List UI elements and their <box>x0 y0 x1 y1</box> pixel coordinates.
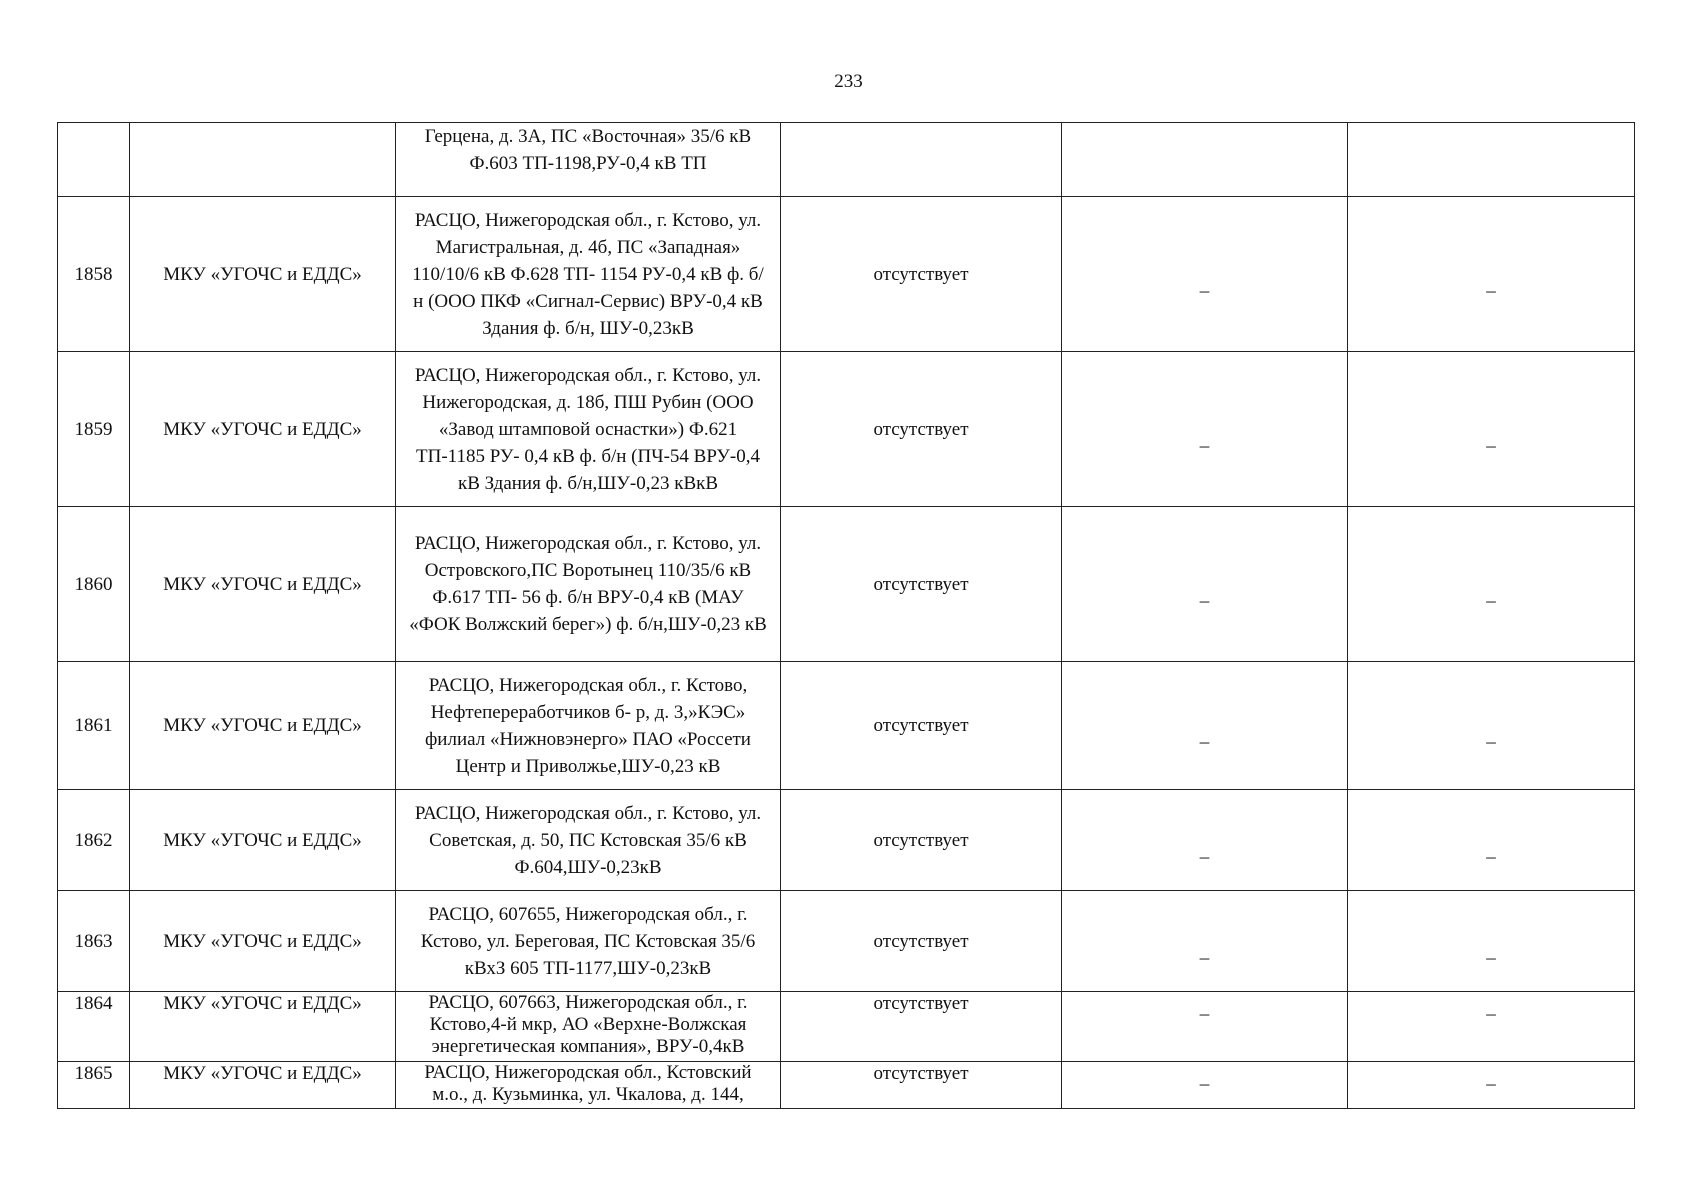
column-5-cell <box>1062 790 1348 891</box>
dash-mark: _ <box>1486 428 1496 450</box>
address-cell: РАСЦО, 607655, Нижегородская обл., г. Кстово, ул. Береговая, ПС Кстовская 35/6 кВхЗ 605 ТП-1177,ШУ-0,23кВ <box>396 891 781 992</box>
status-cell: отсутствует <box>781 790 1062 891</box>
page-number: 233 <box>834 71 863 92</box>
status-cell <box>781 123 1062 197</box>
address-cell: РАСЦО, Нижегородская обл., г. Кстово, ул. Советская, д. 50, ПС Кстовская 35/6 кВ Ф.604,ШУ-0,23кВ <box>396 790 781 891</box>
address-cell: РАСЦО, Нижегородская обл., г. Кстово, ул. Нижегородская, д. 18б, ПШ Рубин (ООО «Завод штамповой оснастки») Ф.621 ТП-1185 РУ- 0,4 кВ ф. б/н (ПЧ-54 ВРУ-0,4 кВ Здания ф. б/н,ШУ-0,23 кВкВ <box>396 352 781 507</box>
table-row <box>58 891 1635 992</box>
organization-cell: МКУ «УГОЧС и ЕДДС» <box>130 197 396 352</box>
column-6-cell <box>1348 992 1635 1062</box>
row-number: 1860 <box>58 507 130 662</box>
organization-cell: МКУ «УГОЧС и ЕДДС» <box>130 992 396 1062</box>
column-5-cell <box>1062 123 1348 197</box>
status-cell: отсутствует <box>781 507 1062 662</box>
organization-cell: МКУ «УГОЧС и ЕДДС» <box>130 507 396 662</box>
column-5-cell <box>1062 197 1348 352</box>
status-cell: отсутствует <box>781 352 1062 507</box>
column-5-cell <box>1062 891 1348 992</box>
row-number: 1859 <box>58 352 130 507</box>
column-5-cell <box>1062 507 1348 662</box>
dash-mark: _ <box>1199 428 1210 450</box>
column-6-cell <box>1348 790 1635 891</box>
row-number: 1863 <box>58 891 130 992</box>
address-cell: РАСЦО, Нижегородская обл., г. Кстово, ул. Островского,ПС Воротынец 110/35/6 кВ Ф.617 ТП- 56 ф. б/н ВРУ-0,4 кВ (МАУ «ФОК Волжский берег») ф. б/н,ШУ-0,23 кВ <box>396 507 781 662</box>
address-cell: РАСЦО, Нижегородская обл., Кстовский м.о., д. Кузьминка, ул. Чкалова, д. 144, <box>396 1062 781 1109</box>
registry-table <box>57 122 1635 1109</box>
dash-mark: _ <box>1486 839 1496 861</box>
column-5-cell <box>1062 662 1348 790</box>
table-row <box>58 197 1635 352</box>
address-cell: РАСЦО, Нижегородская обл., г. Кстово, Нефтепереработчиков б- р, д. 3,»КЭС» филиал «Нижновэнерго» ПАО «Россети Центр и Приволжье,ШУ-0,23 кВ <box>396 662 781 790</box>
dash-mark: _ <box>1486 725 1496 746</box>
dash-mark: _ <box>1199 273 1210 295</box>
organization-cell: МКУ «УГОЧС и ЕДДС» <box>130 662 396 790</box>
column-6-cell <box>1348 197 1635 352</box>
status-cell: отсутствует <box>781 662 1062 790</box>
table-row <box>58 790 1635 891</box>
table-row <box>58 662 1635 790</box>
status-cell: отсутствует <box>781 197 1062 352</box>
organization-cell: МКУ «УГОЧС и ЕДДС» <box>130 352 396 507</box>
dash-mark: _ <box>1199 997 1210 1018</box>
table-row <box>58 507 1635 662</box>
column-6-cell <box>1348 123 1635 197</box>
row-number: 1862 <box>58 790 130 891</box>
row-number <box>58 123 130 197</box>
table-row <box>58 992 1635 1062</box>
status-cell: отсутствует <box>781 1062 1062 1109</box>
column-5-cell <box>1062 1062 1348 1109</box>
address-cell: Герцена, д. 3А, ПС «Восточная» 35/6 кВ Ф.603 ТП-1198,РУ-0,4 кВ ТП <box>396 123 781 197</box>
dash-mark: _ <box>1486 997 1496 1018</box>
address-cell: РАСЦО, 607663, Нижегородская обл., г. Кстово,4-й мкр, АО «Верхне-Волжская энергетическая компания», ВРУ-0,4кВ <box>396 992 781 1062</box>
table-row <box>58 1062 1635 1109</box>
dash-mark: _ <box>1486 273 1496 295</box>
column-6-cell <box>1348 352 1635 507</box>
column-5-cell <box>1062 352 1348 507</box>
dash-mark: _ <box>1486 940 1496 962</box>
dash-mark: _ <box>1486 1067 1496 1088</box>
table-row <box>58 352 1635 507</box>
dash-mark: _ <box>1199 839 1210 861</box>
organization-cell <box>130 123 396 197</box>
column-5-cell <box>1062 992 1348 1062</box>
dash-mark: _ <box>1199 583 1210 605</box>
row-number: 1861 <box>58 662 130 790</box>
column-6-cell <box>1348 1062 1635 1109</box>
organization-cell: МКУ «УГОЧС и ЕДДС» <box>130 891 396 992</box>
row-number: 1858 <box>58 197 130 352</box>
column-6-cell <box>1348 891 1635 992</box>
dash-mark: _ <box>1199 940 1210 962</box>
dash-mark: _ <box>1199 1067 1210 1088</box>
dash-mark: _ <box>1199 725 1210 746</box>
status-cell: отсутствует <box>781 992 1062 1062</box>
row-number: 1864 <box>58 992 130 1062</box>
column-6-cell <box>1348 507 1635 662</box>
organization-cell: МКУ «УГОЧС и ЕДДС» <box>130 1062 396 1109</box>
dash-mark: _ <box>1486 583 1496 605</box>
table-row <box>58 123 1635 197</box>
status-cell: отсутствует <box>781 891 1062 992</box>
address-cell: РАСЦО, Нижегородская обл., г. Кстово, ул. Магистральная, д. 4б, ПС «Западная» 110/10/6 кВ Ф.628 ТП- 1154 РУ-0,4 кВ ф. б/н (ООО ПКФ «Сигнал-Сервис) ВРУ-0,4 кВ Здания ф. б/н, ШУ-0,23кВ <box>396 197 781 352</box>
column-6-cell <box>1348 662 1635 790</box>
row-number: 1865 <box>58 1062 130 1109</box>
organization-cell: МКУ «УГОЧС и ЕДДС» <box>130 790 396 891</box>
